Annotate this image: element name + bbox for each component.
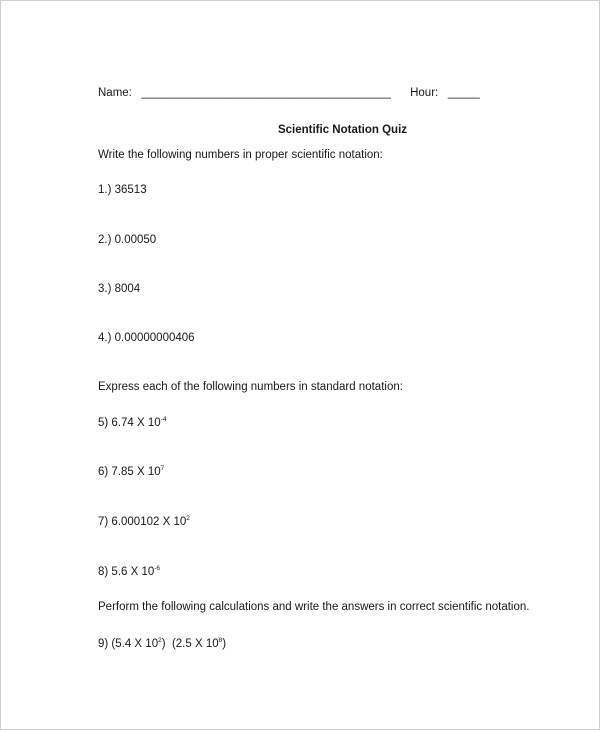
hour-blank: _____ xyxy=(447,87,480,99)
question-9-middle: ) (2.5 X 10 xyxy=(161,638,219,650)
question-6-base: 6) 7.85 X 10 xyxy=(98,466,161,478)
section2-instruction: Express each of the following numbers in standard notation: xyxy=(98,381,403,393)
question-9-exponent-2: 8 xyxy=(218,637,223,645)
question-7-base: 7) 6.000102 X 10 xyxy=(98,516,187,528)
header-row xyxy=(98,86,480,100)
question-3: 3.) 8004 xyxy=(98,283,141,295)
question-6 xyxy=(98,465,164,479)
question-4: 4.) 0.00000000406 xyxy=(98,332,195,344)
question-7-exponent: 2 xyxy=(186,515,190,523)
section1-instruction: Write the following numbers in proper scientific notation: xyxy=(98,149,383,161)
question-9 xyxy=(98,637,226,651)
hour-label: Hour: xyxy=(410,87,439,99)
question-8-exponent: -6 xyxy=(154,565,161,573)
question-5-exponent: -4 xyxy=(160,416,167,424)
question-5 xyxy=(98,416,166,430)
section3-instruction: Perform the following calculations and write the answers in correct scientific notation. xyxy=(98,601,530,613)
question-6-exponent: 7 xyxy=(160,465,165,473)
page-title: Scientific Notation Quiz xyxy=(277,124,408,136)
question-8-base: 8) 5.6 X 10 xyxy=(98,566,155,578)
question-9-exponent-1: 2 xyxy=(158,637,162,645)
question-5-base: 5) 6.74 X 10 xyxy=(98,417,161,429)
question-1: 1.) 36513 xyxy=(98,184,147,196)
name-blank: _______________________________________ xyxy=(141,87,391,99)
question-8 xyxy=(98,565,160,579)
question-7 xyxy=(98,515,190,529)
question-9-prefix: 9) (5.4 X 10 xyxy=(98,638,159,650)
question-9-suffix: ) xyxy=(222,638,227,650)
name-label: Name: xyxy=(98,87,132,99)
question-2: 2.) 0.00050 xyxy=(98,234,157,246)
